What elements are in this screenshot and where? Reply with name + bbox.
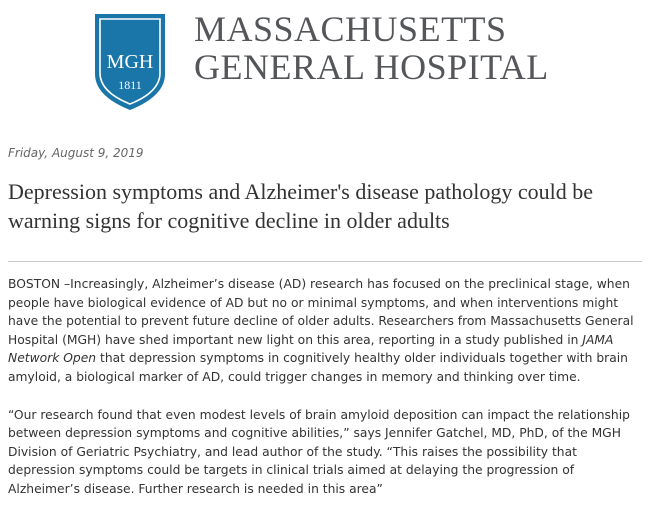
article-body [8, 275, 646, 518]
paragraph-1 [8, 275, 646, 387]
site-header [0, 0, 650, 125]
article-date: Friday, August 9, 2019 [8, 146, 144, 160]
hospital-name[interactable] [194, 10, 549, 86]
journal-name: JAMA Network Open [8, 332, 614, 366]
hospital-name-line1: MASSACHUSETTS [194, 9, 507, 49]
mgh-shield-logo[interactable] [93, 12, 167, 112]
divider [8, 261, 642, 262]
logo-letters: MGH [106, 51, 154, 73]
logo-year: 1811 [118, 78, 142, 92]
paragraph-2: “Our research found that even modest levels of brain amyloid deposition can impact the relationship between depression symptoms and cognitive abilities,” says Jennifer Gatchel, MD, PhD, of the MGH Division of Geriatric Psychiatry, and lead author of the study. “This raises the possibility that depression symptoms could be targets in clinical trials aimed at delaying the progression of Alzheimer’s disease. Further research is needed in this area” [8, 407, 630, 496]
article-headline: Depression symptoms and Alzheimer's disease pathology could be warning signs for cognitive decline in older adults [8, 179, 594, 233]
shield-icon [93, 12, 167, 112]
paragraph-1-text-a: BOSTON –Increasingly, Alzheimer’s disease (AD) research has focused on the preclinical stage, when people have biological evidence of AD but no or minimal symptoms, and when interventions might have the potential to prevent future decline of older adults. Researchers from Massachusetts General Hospital (MGH) have shed important new light on this area, reporting in a study published in [8, 277, 634, 347]
hospital-name-line2: GENERAL HOSPITAL [194, 47, 549, 87]
paragraph-1-text-b: that depression symptoms in cognitively healthy older individuals together with brain amyloid, a biological marker of AD, could trigger changes in memory and thinking over time. [8, 351, 628, 384]
